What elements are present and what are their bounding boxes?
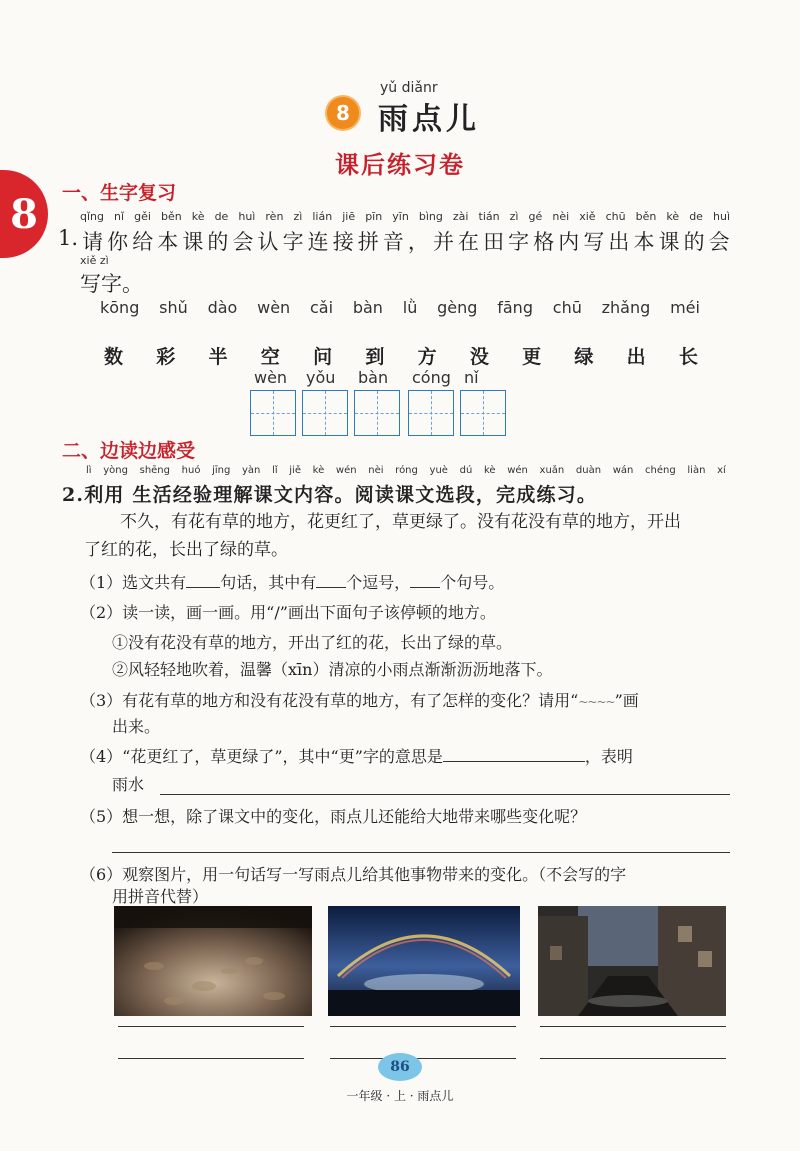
pinyin-option: méi xyxy=(670,298,700,317)
item1-blank3[interactable] xyxy=(410,587,440,588)
pinyin-syllable: nǐ xyxy=(114,210,125,223)
item1-c: 个逗号， xyxy=(346,573,411,592)
pinyin-syllable: nèi xyxy=(368,465,384,476)
q1-char: 田 xyxy=(483,230,505,254)
page-subtitle: 课后练习卷 xyxy=(335,150,465,179)
pinyin-syllable: zì xyxy=(509,210,519,223)
tianzige-writing-box[interactable] xyxy=(354,390,400,436)
character-option: 出 xyxy=(626,346,646,368)
q1-char: 格 xyxy=(533,230,555,254)
pinyin-syllable: gěi xyxy=(134,210,151,223)
q1-char: 课 xyxy=(182,230,204,254)
photo2-answer-line1[interactable] xyxy=(330,1026,516,1027)
pinyin-option: gèng xyxy=(437,298,478,317)
pinyin-syllable: chéng xyxy=(645,465,676,476)
pinyin-syllable: kè xyxy=(666,210,680,223)
item4 xyxy=(80,744,633,767)
item1-d: 个句号。 xyxy=(440,573,505,592)
pinyin-syllable: xuǎn xyxy=(539,465,565,476)
photo1-answer-line2[interactable] xyxy=(118,1058,304,1059)
character-option: 彩 xyxy=(156,346,176,368)
q1-char: 给 xyxy=(132,230,154,254)
item5-answer-line[interactable] xyxy=(112,852,730,853)
q1-char: 1. xyxy=(58,226,79,250)
footer-text: 一年级 · 上 · 雨点儿 xyxy=(346,1089,454,1103)
q1-char: 会 xyxy=(232,230,254,254)
pinyin-syllable: zài xyxy=(452,210,469,223)
pinyin-syllable: shēng xyxy=(139,465,170,476)
q1-char: 课 xyxy=(658,230,680,254)
character-option: 空 xyxy=(260,346,280,368)
page-title: 雨点儿 xyxy=(378,102,480,137)
item3-c: 出来。 xyxy=(112,717,161,736)
pinyin-syllable: wén xyxy=(335,465,357,476)
pinyin-syllable: rèn xyxy=(265,210,284,223)
q1-char: 连 xyxy=(307,230,329,254)
pinyin-syllable: jīng xyxy=(212,465,231,476)
item1-blank1[interactable] xyxy=(186,587,220,588)
section2-heading: 二、边读边感受 xyxy=(62,440,196,462)
item6-b: 用拼音代替） xyxy=(112,887,209,906)
lesson-badge-icon: 8 xyxy=(327,97,359,129)
q1-char: 的 xyxy=(683,230,705,254)
wavy-line-mark: ~~~~ xyxy=(578,695,615,709)
item1 xyxy=(80,570,504,593)
item6: （6）观察图片，用一句话写一写雨点儿给其他事物带来的变化。（不会写的字 xyxy=(80,865,627,884)
pinyin-syllable: lǐ xyxy=(272,465,278,476)
item4-answer-line[interactable] xyxy=(160,794,730,795)
character-option: 数 xyxy=(104,346,124,368)
grid-pinyin: bàn xyxy=(358,368,389,387)
pinyin-syllable: wán xyxy=(612,465,634,476)
q1-char: 本 xyxy=(157,230,179,254)
item5: （5）想一想，除了课文中的变化，雨点儿还能给大地带来哪些变化呢？ xyxy=(80,807,587,826)
pinyin-row xyxy=(100,298,700,317)
tianzige-writing-box[interactable] xyxy=(250,390,296,436)
pinyin-syllable: róng xyxy=(395,465,418,476)
pinyin-syllable: qǐng xyxy=(80,210,104,223)
pinyin-option: kōng xyxy=(100,298,140,317)
pinyin-option: bàn xyxy=(352,298,383,317)
pinyin-option: lǜ xyxy=(402,298,418,317)
pinyin-option: shǔ xyxy=(159,298,188,317)
q1-line2: 写字。 xyxy=(80,272,143,296)
pinyin-syllable: dú xyxy=(459,465,473,476)
pinyin-syllable: yàn xyxy=(242,465,261,476)
character-option: 半 xyxy=(208,346,228,368)
pinyin-syllable: de xyxy=(689,210,703,223)
q1-char: 字 xyxy=(282,230,304,254)
pinyin-syllable: liàn xyxy=(687,465,706,476)
item4-blank1[interactable] xyxy=(443,761,585,762)
q1-char: 字 xyxy=(508,230,530,254)
tianzige-writing-box[interactable] xyxy=(302,390,348,436)
character-option: 到 xyxy=(365,346,385,368)
grid-pinyin: yǒu xyxy=(306,368,336,387)
pinyin-option: zhǎng xyxy=(601,298,651,317)
pinyin-syllable: jiē xyxy=(342,210,356,223)
item3-a: （3）有花有草的地方和没有花没有草的地方，有了怎样的变化？请用“ xyxy=(80,691,579,710)
pinyin-option: fāng xyxy=(497,298,533,317)
pinyin-syllable: huì xyxy=(238,210,256,223)
pinyin-syllable: wén xyxy=(507,465,528,476)
q1-line2-pinyin: xiě zì xyxy=(80,254,109,267)
photo2-answer-line2[interactable] xyxy=(330,1058,516,1059)
q1-char: 拼 xyxy=(357,230,379,254)
pinyin-syllable: lì xyxy=(86,465,92,476)
tianzige-writing-box[interactable] xyxy=(460,390,506,436)
pinyin-syllable: yīn xyxy=(392,210,409,223)
q1-char: 内 xyxy=(558,230,580,254)
pinyin-syllable: jiě xyxy=(289,465,301,476)
character-option: 没 xyxy=(469,346,489,368)
q1-char: 写 xyxy=(583,230,605,254)
pinyin-option: dào xyxy=(207,298,238,317)
grid-pinyin: wèn xyxy=(254,368,288,387)
q1-char: 接 xyxy=(332,230,354,254)
pinyin-syllable: yòng xyxy=(103,465,128,476)
tianzige-writing-box[interactable] xyxy=(408,390,454,436)
pinyin-syllable: duàn xyxy=(575,465,602,476)
grid-pinyin: nǐ xyxy=(464,368,479,387)
section1-heading: 一、生字复习 xyxy=(62,182,177,204)
photo3-answer-line2[interactable] xyxy=(540,1058,726,1059)
item3-b: ”画 xyxy=(614,691,639,710)
q1-char: 音 xyxy=(382,230,404,254)
item3 xyxy=(80,688,639,711)
pinyin-syllable: gé xyxy=(528,210,543,223)
title-pinyin: yǔ diǎnr xyxy=(380,80,438,96)
item2-sentence1: ①没有花没有草的地方，开出了红的花，长出了绿的草。 xyxy=(112,633,513,652)
character-option: 绿 xyxy=(574,346,594,368)
pinyin-syllable: yuè xyxy=(429,465,448,476)
photo-street xyxy=(538,906,726,1016)
item2-sentence2: ②风轻轻地吹着，温馨（xīn）清凉的小雨点渐渐沥沥地落下。 xyxy=(112,660,553,679)
photo3-answer-line1[interactable] xyxy=(540,1026,726,1027)
pinyin-syllable: kè xyxy=(483,465,496,476)
item4-b: ，表明 xyxy=(584,747,633,766)
q1-char: 请 xyxy=(82,230,104,254)
q1-char: 出 xyxy=(608,230,630,254)
q2-pinyin-row xyxy=(86,465,726,476)
q1-pinyin-row xyxy=(80,210,730,223)
pinyin-syllable: tián xyxy=(478,210,500,223)
pinyin-syllable: běn xyxy=(635,210,657,223)
q1-char: 会 xyxy=(708,230,730,254)
q1-char: 的 xyxy=(207,230,229,254)
passage-line1: 不久，有花有草的地方，花更红了，草更绿了。没有花没有草的地方，开出 xyxy=(120,512,681,532)
q1-text-row xyxy=(58,226,730,256)
pinyin-syllable: lián xyxy=(312,210,333,223)
page-number: 86 xyxy=(378,1053,422,1081)
q1-char: ， xyxy=(407,230,429,254)
pinyin-syllable: bìng xyxy=(418,210,443,223)
pinyin-syllable: chū xyxy=(605,210,626,223)
pinyin-syllable: kè xyxy=(312,465,325,476)
photo-rainbow xyxy=(328,906,520,1016)
character-option: 长 xyxy=(678,346,698,368)
item4-c: 雨水 xyxy=(112,775,145,794)
photo-wet-leaves xyxy=(114,906,312,1016)
pinyin-syllable: huó xyxy=(181,465,201,476)
pinyin-syllable: huì xyxy=(713,210,730,223)
character-option: 更 xyxy=(522,346,542,368)
item2: （2）读一读，画一画。用“/”画出下面句子该停顿的地方。 xyxy=(80,603,496,622)
q1-char: 本 xyxy=(633,230,655,254)
character-option: 问 xyxy=(313,346,333,368)
pinyin-syllable: zì xyxy=(293,210,303,223)
q2-text: 2.利用 生活经验理解课文内容。阅读课文选段，完成练习。 xyxy=(62,484,598,506)
pinyin-option: wèn xyxy=(257,298,291,317)
pinyin-syllable: nèi xyxy=(552,210,570,223)
q1-char: 在 xyxy=(458,230,480,254)
q1-char: 认 xyxy=(257,230,279,254)
photo1-answer-line1[interactable] xyxy=(118,1026,304,1027)
pinyin-option: chū xyxy=(552,298,582,317)
pinyin-syllable: xiě xyxy=(579,210,596,223)
passage-line2: 了红的花，长出了绿的草。 xyxy=(84,540,288,560)
item4-a: （4）“花更红了，草更绿了”，其中“更”字的意思是 xyxy=(80,747,443,766)
q1-char: 并 xyxy=(432,230,454,254)
pinyin-syllable: kè xyxy=(191,210,205,223)
item1-blank2[interactable] xyxy=(316,587,346,588)
item1-a: （1）选文共有 xyxy=(80,573,187,592)
side-chapter-tab: 8 xyxy=(0,170,48,258)
grid-pinyin: cóng xyxy=(412,368,451,387)
q1-char: 你 xyxy=(107,230,129,254)
character-row xyxy=(104,342,698,369)
pinyin-syllable: de xyxy=(214,210,229,223)
item1-b: 句话，其中有 xyxy=(220,573,317,592)
pinyin-syllable: xí xyxy=(717,465,726,476)
pinyin-syllable: pīn xyxy=(365,210,383,223)
character-option: 方 xyxy=(417,346,437,368)
pinyin-option: cǎi xyxy=(310,298,334,317)
pinyin-syllable: běn xyxy=(160,210,182,223)
